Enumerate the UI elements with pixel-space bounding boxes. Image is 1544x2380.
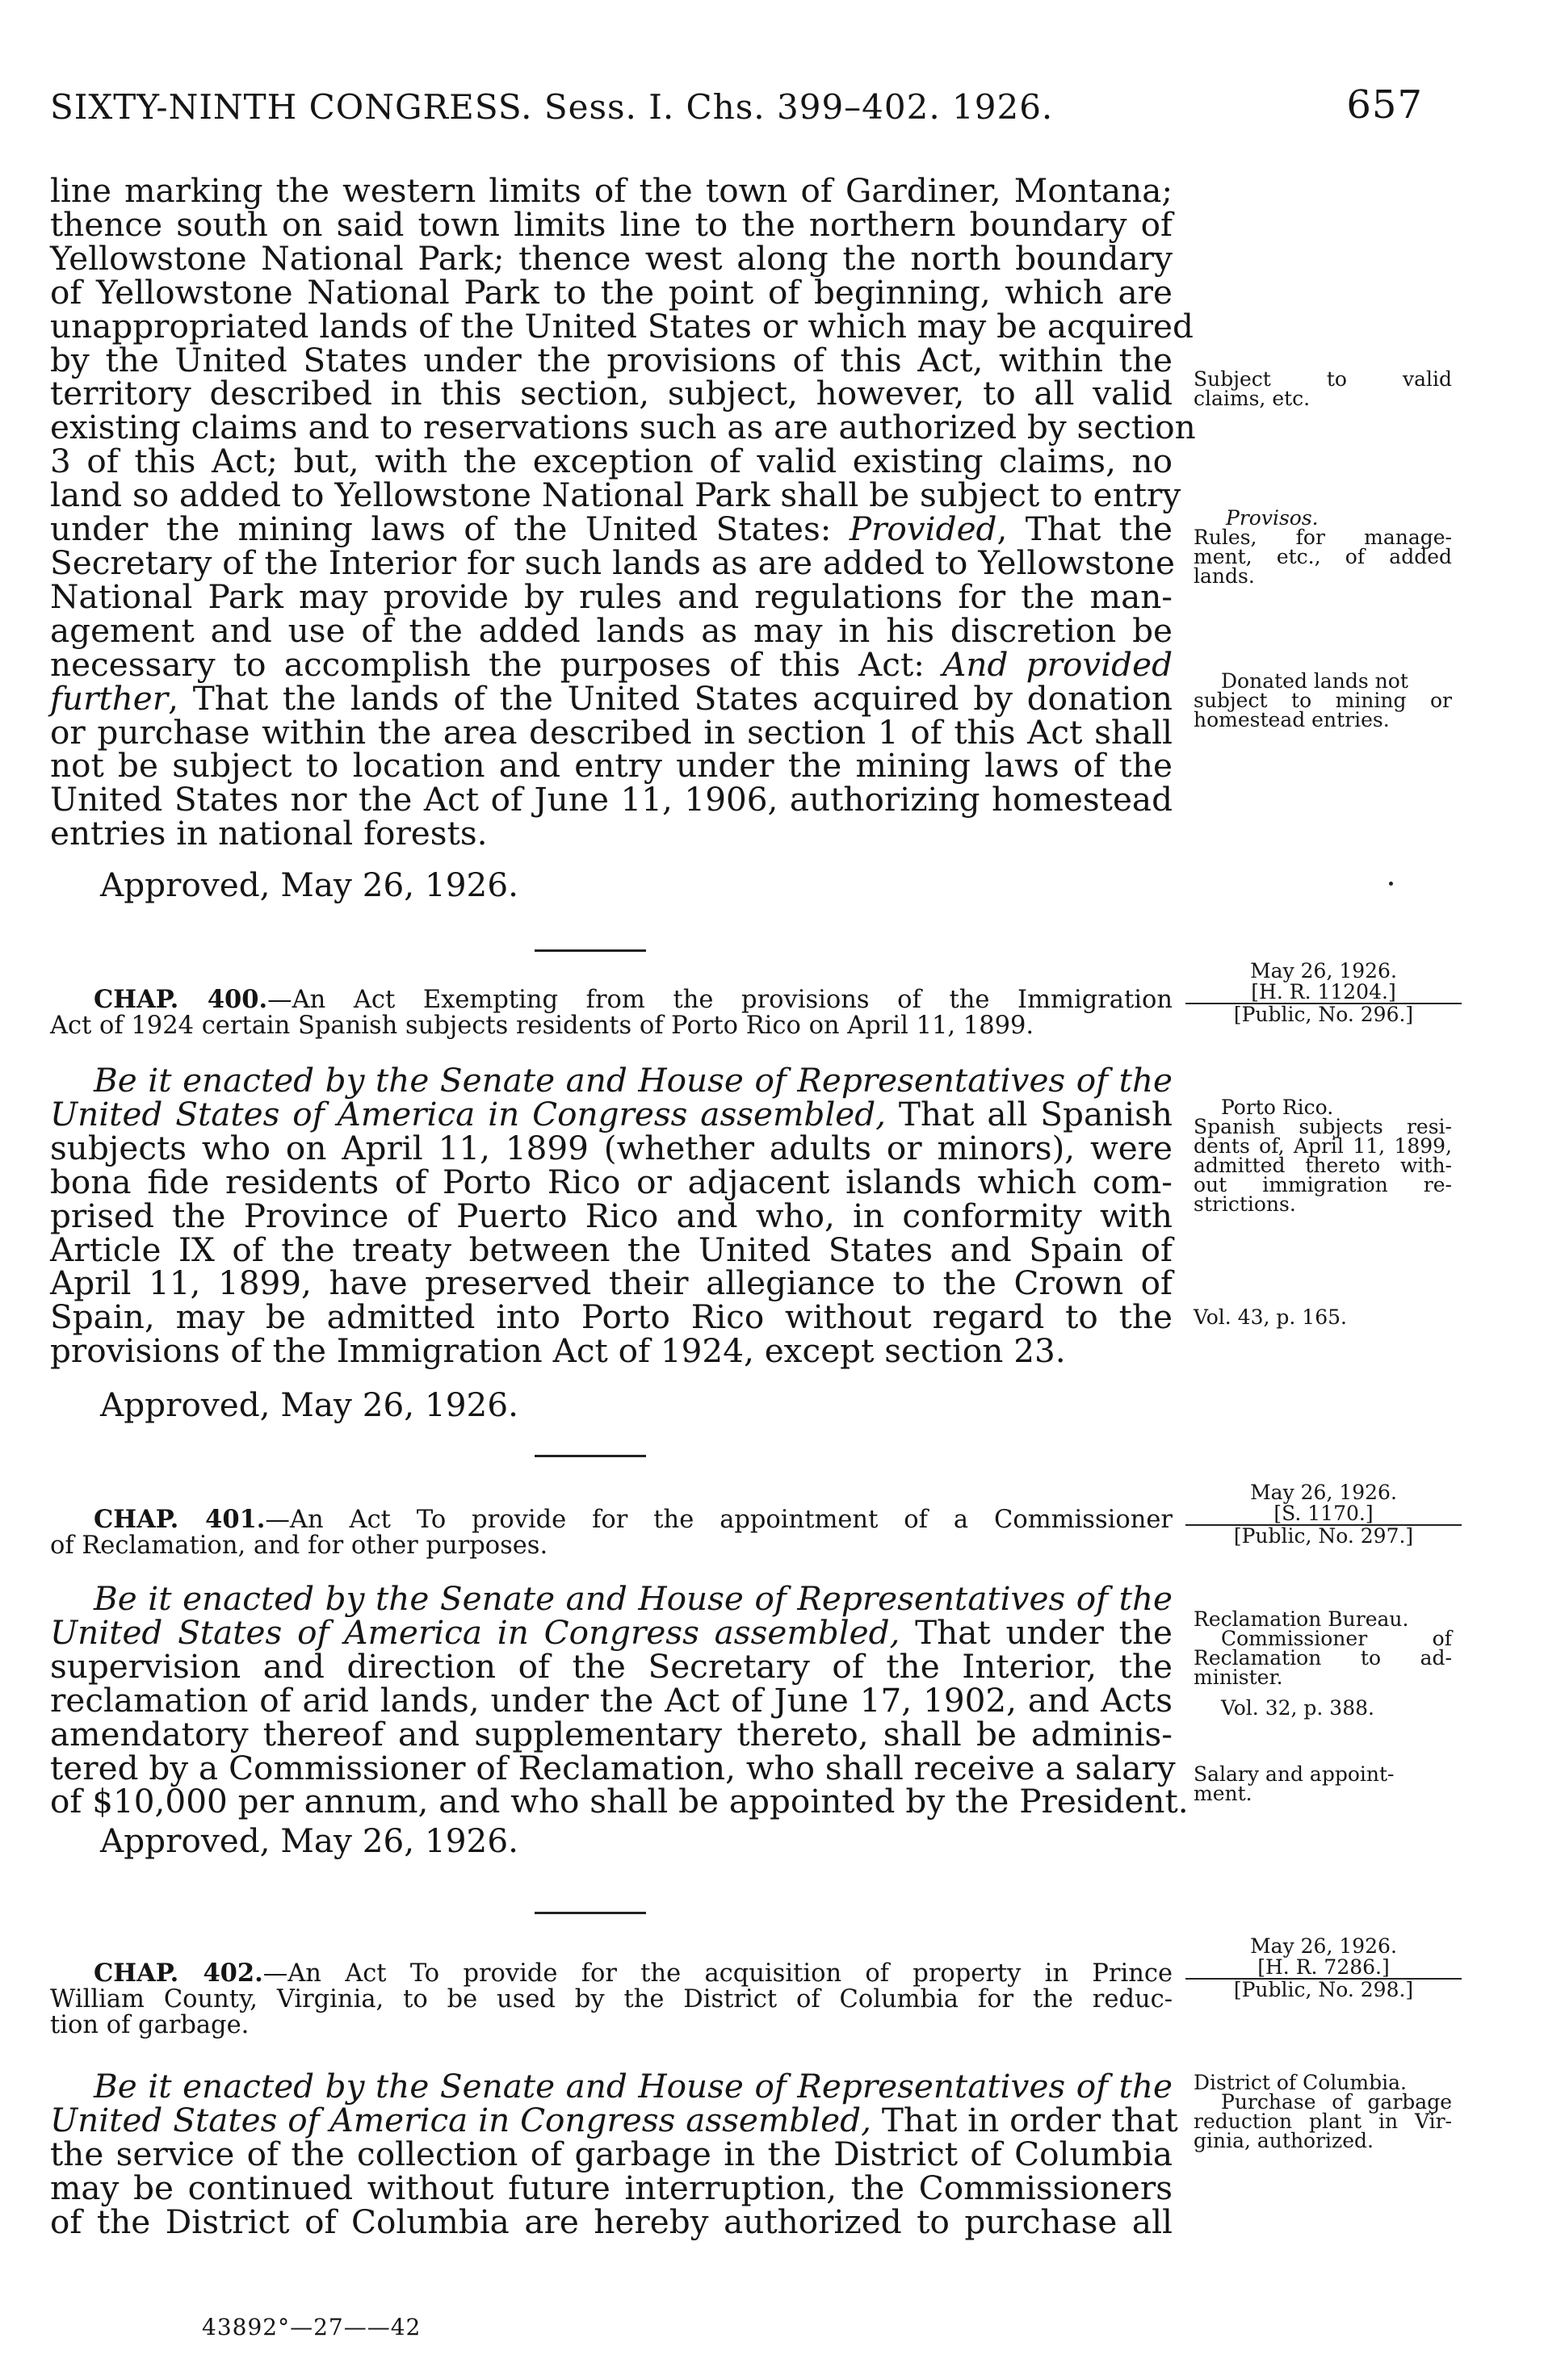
- text-line: bona fide residents of Porto Rico or adjacent islands which com-: [50, 1162, 1173, 1201]
- chap400-reference: [1190, 961, 1457, 1025]
- margin-line: Subject to valid: [1194, 367, 1452, 391]
- margin-line: Reclamation Bureau.: [1194, 1607, 1409, 1631]
- text-line: entries in national forests.: [50, 814, 488, 853]
- enacting-clause: Be it enacted by the Senate and House of Representatives of the: [94, 1579, 1173, 1618]
- margin-line: District of Columbia.: [1194, 2071, 1407, 2094]
- further-word: further: [50, 678, 169, 718]
- margin-line: admitted thereto with-: [1194, 1154, 1452, 1177]
- margin-line: reduction plant in Vir-: [1194, 2110, 1452, 2133]
- enacting-clause: Be it enacted by the Senate and House of Representatives of the: [94, 2067, 1173, 2106]
- margin-note-provisos: [1194, 506, 1452, 588]
- reference-public-law: [Public, No. 297.]: [1233, 1524, 1414, 1548]
- enacting-clause-line: [50, 2067, 1173, 2106]
- text-line: not be subject to location and entry under the mining laws of the: [50, 746, 1173, 786]
- text-line: of the District of Columbia are hereby authorized to purchase all: [50, 2202, 1173, 2241]
- margin-line: subject to mining or: [1194, 689, 1452, 712]
- text-line: line marking the western limits of the town of Gardiner, Montana;: [50, 171, 1173, 210]
- margin-line: Rules, for manage-: [1194, 526, 1452, 549]
- chapter-heading-line: [50, 1960, 1173, 1987]
- margin-note-valid-claims: [1194, 367, 1452, 410]
- section-divider: [535, 949, 646, 952]
- margin-volume-ref: [1194, 1305, 1452, 1329]
- text-line: Secretary of the Interior for such lands as are added to Yellowstone: [50, 543, 1175, 582]
- chap400-text: [50, 1061, 1173, 1371]
- text-line: amendatory thereof and supplementary thereto, shall be adminis-: [50, 1714, 1173, 1754]
- margin-line: ginia, authorized.: [1194, 2129, 1374, 2152]
- text-line: April 11, 1899, have preserved their allegiance to the Crown of: [50, 1263, 1173, 1303]
- section-divider: [535, 1912, 646, 1914]
- text-line: by the United States under the provisions of this Act, within the: [50, 340, 1173, 379]
- margin-note-salary: [1194, 1762, 1452, 1805]
- margin-line: Reclamation to ad-: [1194, 1646, 1452, 1670]
- text-line: or purchase within the area described in section 1 of this Act shall: [50, 712, 1173, 752]
- text-line-proviso: [50, 509, 1173, 549]
- text-line: reclamation of arid lands, under the Act of June 17, 1902, and Acts: [50, 1680, 1173, 1720]
- margin-line: Provisos.: [1226, 506, 1319, 530]
- text-fragment: That under the: [900, 1612, 1173, 1652]
- chap399-text: [50, 171, 1196, 853]
- section-divider: [535, 1455, 646, 1457]
- margin-line: strictions.: [1194, 1192, 1296, 1216]
- margin-line: Commissioner of: [1221, 1627, 1452, 1650]
- margin-line: Donated lands not: [1221, 669, 1408, 693]
- chapter-label: CHAP. 401.: [94, 1505, 266, 1534]
- text-fragment: necessary to accomplish the purposes of this Act:: [50, 644, 943, 684]
- margin-note-donated-lands: [1194, 669, 1452, 731]
- chapter-label: CHAP. 400.: [94, 985, 268, 1014]
- text-fragment: , That the lands of the United States acquired by donation: [168, 678, 1173, 718]
- chapter-title: —An Act Exempting from the provisions of the Immigration: [267, 986, 1173, 1014]
- text-line: thence south on said town limits line to the northern boundary of: [50, 204, 1173, 244]
- text-line: subjects who on April 11, 1899 (whether adults or minors), were: [50, 1128, 1173, 1167]
- text-line: Yellowstone National Park; thence west along the north boundary: [50, 238, 1173, 278]
- enacting-clause-line: [50, 2100, 1178, 2139]
- approved-chap399: Approved, May 26, 1926.: [100, 865, 518, 904]
- chapter-heading-line: [50, 987, 1173, 1013]
- chapter-label: CHAP. 402.: [94, 1959, 263, 1988]
- text-fragment: under the mining laws of the United States:: [50, 509, 850, 549]
- text-line: land so added to Yellowstone National Park shall be subject to entry: [50, 476, 1181, 515]
- margin-note-reclamation: [1194, 1607, 1452, 1689]
- text-line: territory described in this section, subject, however, to all valid: [50, 374, 1173, 413]
- margin-note-district-of-columbia: [1194, 2073, 1452, 2151]
- chapter-heading-line: Act of 1924 certain Spanish subjects residents of Porto Rico on April 11, 1899.: [50, 1012, 1034, 1040]
- chapter-title: —An Act To provide for the appointment of a Commissioner: [265, 1506, 1173, 1534]
- margin-line: lands.: [1194, 564, 1255, 588]
- margin-note-porto-rico: [1194, 1098, 1452, 1214]
- text-line: supervision and direction of the Secretary of the Interior, the: [50, 1646, 1173, 1686]
- chap401-reference: [1190, 1482, 1457, 1547]
- text-line: provisions of the Immigration Act of 1924, except section 23.: [50, 1331, 1066, 1371]
- chapter-title: —An Act To provide for the acquisition of property in Prince: [262, 1959, 1173, 1988]
- margin-line: Vol. 32, p. 388.: [1221, 1696, 1374, 1720]
- reference-date: May 26, 1926.: [1250, 959, 1397, 983]
- enacting-clause: Be it enacted by the Senate and House of Representatives of the: [94, 1061, 1173, 1100]
- chap401-text: [50, 1579, 1189, 1821]
- text-line: tered by a Commissioner of Reclamation, who shall receive a salary: [50, 1748, 1176, 1787]
- text-line-and-provided: [50, 644, 1173, 684]
- reference-public-law: [Public, No. 296.]: [1233, 1003, 1414, 1026]
- enacting-clause-line: [50, 1061, 1173, 1100]
- chapter-heading-line: tion of garbage.: [50, 2011, 250, 2039]
- reference-bill: [H. R. 7286.]: [1185, 1957, 1462, 1980]
- approved-chap400: Approved, May 26, 1926.: [100, 1385, 518, 1424]
- margin-line: minister.: [1194, 1666, 1283, 1689]
- enacting-clause-line: [50, 1579, 1173, 1618]
- text-line: Spain, may be admitted into Porto Rico without regard to the: [50, 1297, 1173, 1337]
- enacting-clause-line: [50, 1094, 1173, 1133]
- page-number: 657: [1346, 82, 1423, 128]
- margin-line: Purchase of garbage: [1221, 2090, 1452, 2114]
- margin-line: homestead entries.: [1194, 708, 1390, 731]
- text-line: unappropriated lands of the United States or which may be acquired: [50, 306, 1194, 346]
- chap402-reference: [1190, 1936, 1457, 2001]
- margin-line: Salary and appoint-: [1194, 1762, 1395, 1786]
- text-line: the service of the collection of garbage in the District of Columbia: [50, 2134, 1173, 2173]
- margin-line: ment, etc., of added: [1194, 545, 1452, 568]
- running-head-text: SIXTY-NINTH CONGRESS. Sess. I. Chs. 399–402. 1926.: [50, 87, 1054, 127]
- printer-signature: 43892°—27——42: [202, 2314, 422, 2340]
- margin-line: Vol. 43, p. 165.: [1194, 1305, 1347, 1329]
- margin-line: Spanish subjects resi-: [1194, 1115, 1452, 1138]
- text-fragment: That in order that: [871, 2100, 1178, 2139]
- text-line: agement and use of the added lands as may in his discretion be: [50, 610, 1173, 650]
- margin-line: ment.: [1194, 1782, 1252, 1805]
- chap400-heading: [50, 987, 1173, 1039]
- text-line: of $10,000 per annum, and who shall be appointed by the President.: [50, 1782, 1189, 1821]
- reference-bill: [S. 1170.]: [1185, 1503, 1462, 1526]
- enacting-clause: United States of America in Congress assembled,: [50, 1094, 887, 1133]
- reference-date: May 26, 1926.: [1250, 1481, 1397, 1504]
- running-head: [50, 82, 1423, 128]
- provided-word: Provided: [849, 509, 997, 549]
- text-line: Article IX of the treaty between the United States and Spain of: [50, 1230, 1173, 1269]
- and-provided-word: And provided: [942, 644, 1173, 684]
- text-line: of Yellowstone National Park to the point of beginning, which are: [50, 272, 1173, 312]
- chapter-heading-line: [50, 1506, 1173, 1533]
- chap401-heading: [50, 1506, 1173, 1559]
- stray-mark: [1389, 882, 1393, 886]
- chap402-text: [50, 2067, 1178, 2241]
- text-line: National Park may provide by rules and regulations for the man-: [50, 576, 1173, 616]
- text-line: prised the Province of Puerto Rico and who, in conformity with: [50, 1196, 1173, 1235]
- approved-chap401: Approved, May 26, 1926.: [100, 1821, 518, 1860]
- margin-line: out immigration re-: [1194, 1173, 1452, 1196]
- margin-line: claims, etc.: [1194, 387, 1311, 410]
- margin-line: Porto Rico.: [1221, 1096, 1334, 1119]
- margin-line: dents of, April 11, 1899,: [1194, 1134, 1452, 1158]
- text-fragment: , That the: [996, 509, 1173, 549]
- enacting-clause: United States of America in Congress assembled,: [50, 2100, 871, 2139]
- reference-date: May 26, 1926.: [1250, 1934, 1397, 1958]
- text-fragment: That all Spanish: [886, 1094, 1173, 1133]
- enacting-clause-line: [50, 1612, 1173, 1652]
- chapter-heading-line: of Reclamation, and for other purposes.: [50, 1531, 548, 1560]
- text-line: may be continued without future interruption, the Commissioners: [50, 2168, 1173, 2207]
- chap402-heading: [50, 1960, 1173, 2039]
- text-line-further: [50, 678, 1173, 718]
- reference-bill: [H. R. 11204.]: [1185, 982, 1462, 1004]
- enacting-clause: United States of America in Congress assembled,: [50, 1612, 900, 1652]
- margin-volume-ref: [1194, 1696, 1452, 1720]
- reference-public-law: [Public, No. 298.]: [1233, 1978, 1414, 2001]
- text-line: existing claims and to reservations such as are authorized by section: [50, 408, 1196, 447]
- text-line: 3 of this Act; but, with the exception of valid existing claims, no: [50, 442, 1173, 481]
- text-line: United States nor the Act of June 11, 1906, authorizing homestead: [50, 780, 1173, 819]
- chapter-heading-line: William County, Virginia, to be used by the District of Columbia for the reduc-: [50, 1985, 1173, 2013]
